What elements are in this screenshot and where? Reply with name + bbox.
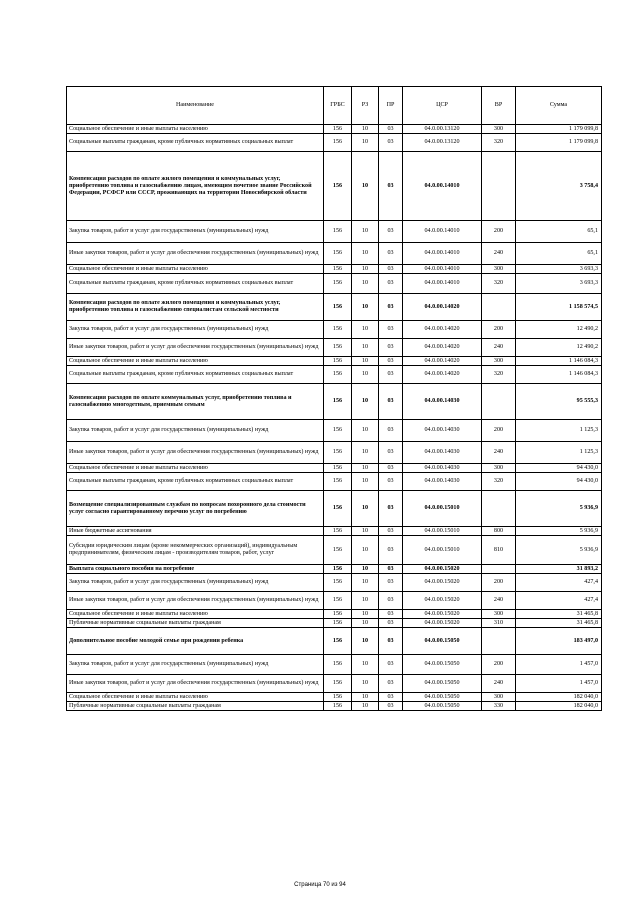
header-vr: ВР [482, 87, 516, 125]
cell-name: Социальное обеспечение и иные выплаты населению [67, 265, 324, 274]
cell-sum: 31 465,8 [516, 610, 602, 619]
cell-vr: 200 [482, 321, 516, 339]
page-number: Страница 70 из 94 [294, 882, 346, 888]
cell-pr: 03 [379, 265, 403, 274]
cell-name: Публичные нормативные социальные выплаты гражданам [67, 702, 324, 711]
cell-vr: 300 [482, 265, 516, 274]
cell-sum: 1 125,3 [516, 442, 602, 464]
cell-rz: 10 [352, 339, 379, 357]
cell-name: Закупка товаров, работ и услуг для государственных (муниципальных) нужд [67, 321, 324, 339]
cell-csr: 04.0.00.14010 [403, 152, 482, 221]
cell-sum: 183 497,0 [516, 628, 602, 655]
cell-pr: 03 [379, 294, 403, 321]
cell-rz: 10 [352, 243, 379, 265]
cell-grbs: 156 [324, 294, 352, 321]
cell-grbs: 156 [324, 702, 352, 711]
cell-name: Закупка товаров, работ и услуг для государственных (муниципальных) нужд [67, 221, 324, 243]
cell-pr: 03 [379, 536, 403, 565]
cell-sum: 31 893,2 [516, 565, 602, 574]
cell-rz: 10 [352, 274, 379, 294]
cell-csr: 04.0.00.14020 [403, 366, 482, 384]
cell-pr: 03 [379, 420, 403, 442]
cell-pr: 03 [379, 366, 403, 384]
header-grbs: ГРБС [324, 87, 352, 125]
cell-grbs: 156 [324, 565, 352, 574]
cell-rz: 10 [352, 491, 379, 527]
cell-grbs: 156 [324, 610, 352, 619]
cell-vr [482, 565, 516, 574]
cell-rz: 10 [352, 574, 379, 592]
cell-pr: 03 [379, 619, 403, 628]
cell-rz: 10 [352, 134, 379, 152]
cell-name: Закупка товаров, работ и услуг для государственных (муниципальных) нужд [67, 574, 324, 592]
cell-pr: 03 [379, 628, 403, 655]
cell-grbs: 156 [324, 321, 352, 339]
cell-grbs: 156 [324, 265, 352, 274]
cell-vr: 810 [482, 536, 516, 565]
cell-name: Возмещение специализированным службам по вопросам похоронного дела стоимости услуг согласно гарантированному перечню услуг по погребению [67, 491, 324, 527]
cell-pr: 03 [379, 527, 403, 536]
cell-name: Социальное обеспечение и иные выплаты населению [67, 357, 324, 366]
cell-grbs: 156 [324, 357, 352, 366]
cell-csr: 04.0.00.14020 [403, 339, 482, 357]
cell-rz: 10 [352, 592, 379, 610]
table-row [67, 702, 602, 711]
cell-vr: 330 [482, 702, 516, 711]
table-row [67, 442, 602, 464]
cell-sum: 1 457,0 [516, 675, 602, 693]
table-row [67, 693, 602, 702]
cell-csr: 04.0.00.15050 [403, 693, 482, 702]
table-row [67, 473, 602, 491]
cell-sum: 65,1 [516, 243, 602, 265]
cell-pr: 03 [379, 473, 403, 491]
cell-grbs: 156 [324, 134, 352, 152]
cell-sum: 427,4 [516, 592, 602, 610]
cell-csr: 04.0.00.14010 [403, 243, 482, 265]
cell-rz: 10 [352, 442, 379, 464]
table-row [67, 527, 602, 536]
cell-grbs: 156 [324, 527, 352, 536]
cell-pr: 03 [379, 592, 403, 610]
header-pr: ПР [379, 87, 403, 125]
cell-pr: 03 [379, 442, 403, 464]
cell-rz: 10 [352, 536, 379, 565]
cell-sum: 5 936,9 [516, 527, 602, 536]
cell-grbs: 156 [324, 536, 352, 565]
cell-grbs: 156 [324, 442, 352, 464]
cell-name: Компенсация расходов по оплате жилого помещения и коммунальных услуг, приобретению топлива и газоснабжению лицам, имеющим почетное звание Российской Федерации, РСФСР или СССР, проживающих на территории Новосибирской области [67, 152, 324, 221]
cell-sum: 65,1 [516, 221, 602, 243]
cell-grbs: 156 [324, 152, 352, 221]
table-header-row [67, 87, 602, 125]
cell-csr: 04.0.00.15050 [403, 628, 482, 655]
cell-pr: 03 [379, 491, 403, 527]
cell-sum: 1 146 084,3 [516, 357, 602, 366]
cell-vr: 300 [482, 693, 516, 702]
cell-grbs: 156 [324, 366, 352, 384]
cell-csr: 04.0.00.14030 [403, 464, 482, 473]
cell-sum: 3 758,4 [516, 152, 602, 221]
cell-grbs: 156 [324, 420, 352, 442]
cell-sum: 427,4 [516, 574, 602, 592]
cell-sum: 94 430,0 [516, 464, 602, 473]
cell-name: Социальное обеспечение и иные выплаты населению [67, 610, 324, 619]
cell-rz: 10 [352, 693, 379, 702]
cell-sum: 1 146 084,3 [516, 366, 602, 384]
cell-vr [482, 628, 516, 655]
cell-csr: 04.0.00.15010 [403, 536, 482, 565]
table-row [67, 366, 602, 384]
table-body [67, 125, 602, 711]
cell-grbs: 156 [324, 125, 352, 134]
cell-rz: 10 [352, 702, 379, 711]
table-row [67, 592, 602, 610]
cell-sum: 1 158 574,5 [516, 294, 602, 321]
table-row [67, 152, 602, 221]
cell-pr: 03 [379, 134, 403, 152]
cell-sum: 1 457,0 [516, 655, 602, 675]
cell-csr: 04.0.00.15020 [403, 610, 482, 619]
cell-name: Социальные выплаты гражданам, кроме публичных нормативных социальных выплат [67, 366, 324, 384]
cell-vr: 200 [482, 420, 516, 442]
cell-pr: 03 [379, 321, 403, 339]
cell-vr: 300 [482, 357, 516, 366]
cell-name: Социальное обеспечение и иные выплаты населению [67, 464, 324, 473]
cell-csr: 04.0.00.15010 [403, 491, 482, 527]
cell-name: Дополнительное пособие молодой семье при рождении ребенка [67, 628, 324, 655]
cell-vr: 300 [482, 610, 516, 619]
cell-csr: 04.0.00.15050 [403, 702, 482, 711]
cell-sum: 31 465,8 [516, 619, 602, 628]
cell-grbs: 156 [324, 592, 352, 610]
cell-csr: 04.0.00.15050 [403, 655, 482, 675]
cell-rz: 10 [352, 366, 379, 384]
table-row [67, 420, 602, 442]
cell-csr: 04.0.00.14010 [403, 221, 482, 243]
cell-grbs: 156 [324, 464, 352, 473]
cell-pr: 03 [379, 339, 403, 357]
cell-vr: 800 [482, 527, 516, 536]
cell-grbs: 156 [324, 384, 352, 420]
cell-name: Иные закупки товаров, работ и услуг для обеспечения государственных (муниципальных) нужд [67, 675, 324, 693]
cell-sum: 1 179 099,8 [516, 134, 602, 152]
cell-rz: 10 [352, 675, 379, 693]
cell-sum: 182 040,0 [516, 693, 602, 702]
cell-csr: 04.0.00.15020 [403, 619, 482, 628]
cell-vr: 320 [482, 274, 516, 294]
cell-rz: 10 [352, 384, 379, 420]
header-rz: РЗ [352, 87, 379, 125]
cell-sum: 95 555,3 [516, 384, 602, 420]
table-row [67, 675, 602, 693]
cell-pr: 03 [379, 693, 403, 702]
table-row [67, 610, 602, 619]
cell-pr: 03 [379, 243, 403, 265]
cell-pr: 03 [379, 565, 403, 574]
cell-name: Иные закупки товаров, работ и услуг для обеспечения государственных (муниципальных) нужд [67, 442, 324, 464]
cell-vr: 240 [482, 675, 516, 693]
cell-rz: 10 [352, 527, 379, 536]
table-row [67, 536, 602, 565]
cell-vr [482, 384, 516, 420]
cell-vr: 240 [482, 339, 516, 357]
cell-name: Закупка товаров, работ и услуг для государственных (муниципальных) нужд [67, 420, 324, 442]
cell-name: Социальное обеспечение и иные выплаты населению [67, 125, 324, 134]
cell-rz: 10 [352, 125, 379, 134]
table-row [67, 464, 602, 473]
cell-csr: 04.0.00.15020 [403, 574, 482, 592]
cell-csr: 04.0.00.14030 [403, 473, 482, 491]
cell-rz: 10 [352, 619, 379, 628]
cell-vr [482, 152, 516, 221]
cell-sum: 1 179 099,8 [516, 125, 602, 134]
cell-rz: 10 [352, 321, 379, 339]
cell-pr: 03 [379, 274, 403, 294]
table-row [67, 274, 602, 294]
table-row [67, 574, 602, 592]
cell-sum: 94 430,0 [516, 473, 602, 491]
cell-rz: 10 [352, 655, 379, 675]
cell-sum: 1 125,3 [516, 420, 602, 442]
cell-sum: 3 693,3 [516, 274, 602, 294]
cell-grbs: 156 [324, 274, 352, 294]
cell-name: Публичные нормативные социальные выплаты гражданам [67, 619, 324, 628]
cell-rz: 10 [352, 152, 379, 221]
cell-vr [482, 294, 516, 321]
table-row [67, 134, 602, 152]
cell-csr: 04.0.00.14010 [403, 274, 482, 294]
cell-vr: 320 [482, 473, 516, 491]
cell-pr: 03 [379, 574, 403, 592]
cell-csr: 04.0.00.14030 [403, 420, 482, 442]
cell-grbs: 156 [324, 221, 352, 243]
cell-pr: 03 [379, 152, 403, 221]
header-csr: ЦСР [403, 87, 482, 125]
cell-name: Компенсация расходов по оплате жилого помещения и коммунальных услуг, приобретению топлива и газоснабжению специалистам сельской местности [67, 294, 324, 321]
cell-name: Субсидии юридическим лицам (кроме некоммерческих организаций), индивидуальным предпринимателям, физическим лицам - производителям товаров, работ, услуг [67, 536, 324, 565]
table-row [67, 265, 602, 274]
cell-csr: 04.0.00.13120 [403, 134, 482, 152]
cell-name: Социальные выплаты гражданам, кроме публичных нормативных социальных выплат [67, 134, 324, 152]
cell-vr: 200 [482, 655, 516, 675]
cell-csr: 04.0.00.14030 [403, 442, 482, 464]
cell-vr [482, 491, 516, 527]
cell-sum: 12 490,2 [516, 321, 602, 339]
cell-grbs: 156 [324, 243, 352, 265]
cell-pr: 03 [379, 655, 403, 675]
cell-vr: 310 [482, 619, 516, 628]
cell-csr: 04.0.00.14020 [403, 294, 482, 321]
cell-name: Социальные выплаты гражданам, кроме публичных нормативных социальных выплат [67, 274, 324, 294]
table-row [67, 221, 602, 243]
cell-grbs: 156 [324, 619, 352, 628]
cell-name: Закупка товаров, работ и услуг для государственных (муниципальных) нужд [67, 655, 324, 675]
cell-sum: 5 936,9 [516, 536, 602, 565]
cell-grbs: 156 [324, 655, 352, 675]
cell-rz: 10 [352, 221, 379, 243]
cell-sum: 12 490,2 [516, 339, 602, 357]
cell-grbs: 156 [324, 574, 352, 592]
cell-rz: 10 [352, 294, 379, 321]
cell-vr: 240 [482, 592, 516, 610]
cell-name: Социальное обеспечение и иные выплаты населению [67, 693, 324, 702]
cell-csr: 04.0.00.15010 [403, 527, 482, 536]
cell-rz: 10 [352, 265, 379, 274]
table-row [67, 384, 602, 420]
header-name: Наименование [67, 87, 324, 125]
cell-pr: 03 [379, 702, 403, 711]
cell-pr: 03 [379, 357, 403, 366]
table-row [67, 321, 602, 339]
cell-name: Компенсация расходов по оплате коммунальных услуг, приобретению топлива и газоснабжению многодетным, приемным семьям [67, 384, 324, 420]
cell-rz: 10 [352, 464, 379, 473]
cell-name: Выплата социального пособия на погребение [67, 565, 324, 574]
cell-rz: 10 [352, 420, 379, 442]
cell-rz: 10 [352, 610, 379, 619]
cell-rz: 10 [352, 565, 379, 574]
cell-name: Социальные выплаты гражданам, кроме публичных нормативных социальных выплат [67, 473, 324, 491]
budget-table [66, 86, 602, 711]
cell-vr: 300 [482, 125, 516, 134]
cell-csr: 04.0.00.14020 [403, 357, 482, 366]
cell-vr: 240 [482, 442, 516, 464]
table-row [67, 628, 602, 655]
cell-grbs: 156 [324, 473, 352, 491]
table-row [67, 294, 602, 321]
table-row [67, 125, 602, 134]
cell-csr: 04.0.00.14010 [403, 265, 482, 274]
cell-grbs: 156 [324, 491, 352, 527]
cell-vr: 300 [482, 464, 516, 473]
cell-grbs: 156 [324, 675, 352, 693]
cell-csr: 04.0.00.14030 [403, 384, 482, 420]
cell-pr: 03 [379, 610, 403, 619]
cell-grbs: 156 [324, 693, 352, 702]
cell-rz: 10 [352, 473, 379, 491]
cell-name: Иные закупки товаров, работ и услуг для обеспечения государственных (муниципальных) нужд [67, 243, 324, 265]
cell-pr: 03 [379, 675, 403, 693]
cell-sum: 182 040,0 [516, 702, 602, 711]
cell-vr: 320 [482, 366, 516, 384]
cell-csr: 04.0.00.15020 [403, 565, 482, 574]
table-row [67, 339, 602, 357]
cell-vr: 200 [482, 221, 516, 243]
table-row [67, 491, 602, 527]
cell-rz: 10 [352, 628, 379, 655]
cell-name: Иные закупки товаров, работ и услуг для обеспечения государственных (муниципальных) нужд [67, 592, 324, 610]
cell-pr: 03 [379, 221, 403, 243]
cell-grbs: 156 [324, 339, 352, 357]
cell-vr: 200 [482, 574, 516, 592]
cell-csr: 04.0.00.15050 [403, 675, 482, 693]
cell-csr: 04.0.00.14020 [403, 321, 482, 339]
cell-pr: 03 [379, 464, 403, 473]
cell-pr: 03 [379, 125, 403, 134]
table-row [67, 619, 602, 628]
cell-sum: 3 693,3 [516, 265, 602, 274]
cell-name: Иные закупки товаров, работ и услуг для обеспечения государственных (муниципальных) нужд [67, 339, 324, 357]
table-row [67, 357, 602, 366]
cell-vr: 320 [482, 134, 516, 152]
cell-vr: 240 [482, 243, 516, 265]
cell-csr: 04.0.00.13120 [403, 125, 482, 134]
cell-sum: 5 936,9 [516, 491, 602, 527]
table-row [67, 243, 602, 265]
cell-rz: 10 [352, 357, 379, 366]
cell-name: Иные бюджетные ассигнования [67, 527, 324, 536]
table-row [67, 565, 602, 574]
table-row [67, 655, 602, 675]
cell-csr: 04.0.00.15020 [403, 592, 482, 610]
cell-pr: 03 [379, 384, 403, 420]
cell-grbs: 156 [324, 628, 352, 655]
header-sum: Сумма [516, 87, 602, 125]
